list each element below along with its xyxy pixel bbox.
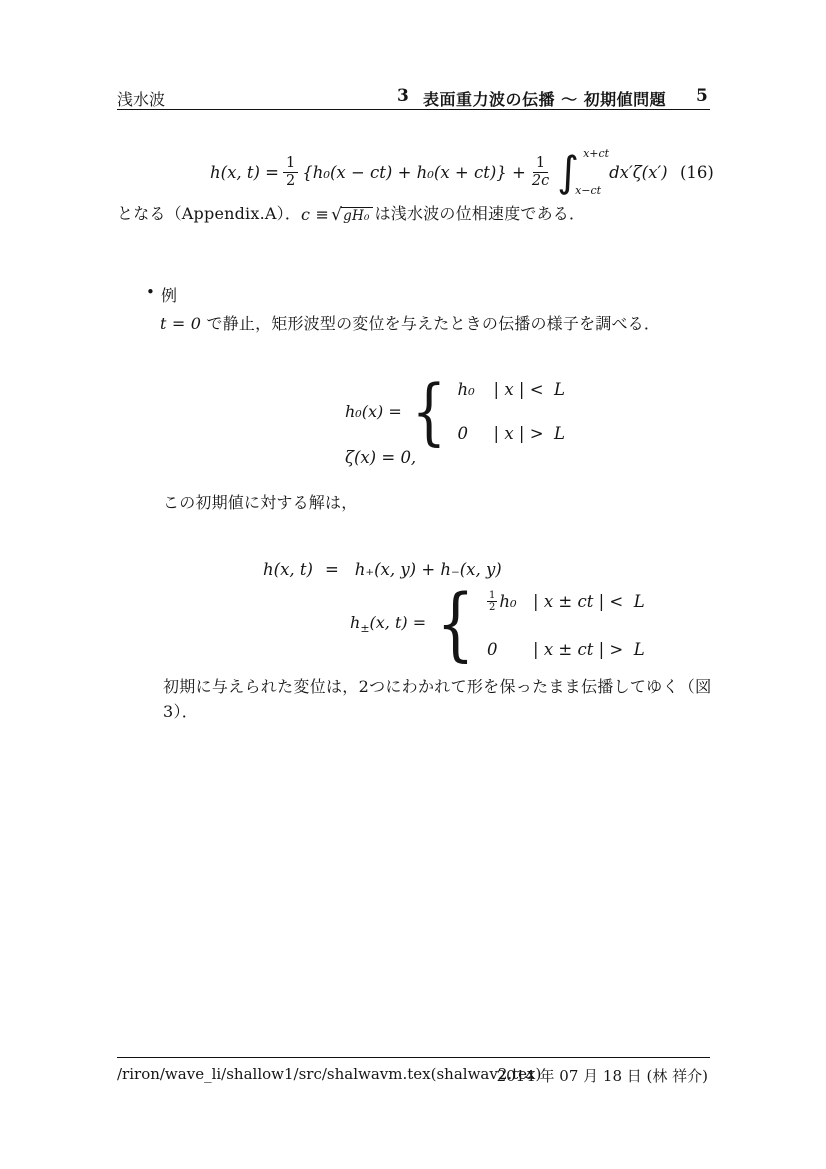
eq16-integrand: dx′ζ(x′) bbox=[609, 162, 668, 182]
case-condition: | x ± ct | > L bbox=[533, 639, 645, 659]
fraction-numerator: 1 bbox=[489, 589, 496, 601]
eq16-lhs: h(x, t) = bbox=[210, 162, 279, 182]
paragraph-text: となる（Appendix.A）． bbox=[117, 204, 302, 223]
fraction-numerator: 1 bbox=[533, 155, 548, 173]
initial-condition-equation bbox=[345, 369, 565, 453]
sqrt-radicand: gH₀ bbox=[341, 207, 372, 224]
eq16-braced-terms: {h₀(x − ct) + h₀(x + ct)} + bbox=[302, 162, 526, 182]
solution-intro: この初期値に対する解は， bbox=[163, 493, 358, 512]
page-number: 5 bbox=[696, 86, 708, 106]
cases-lhs-args: (x, t) = bbox=[369, 612, 427, 632]
fraction-numerator: 1 bbox=[283, 155, 298, 173]
running-header-title: 浅水波 bbox=[117, 90, 166, 109]
closing-line-2: 3）． bbox=[163, 702, 199, 721]
footer-rule bbox=[117, 1057, 710, 1058]
plus-minus-subscript: ± bbox=[360, 622, 370, 636]
example-math: t = 0 bbox=[160, 314, 202, 333]
integral-upper-limit: x+ct bbox=[583, 147, 610, 160]
case-value: 0 bbox=[487, 639, 498, 659]
case-row bbox=[458, 424, 565, 443]
fraction-denominator: 2 bbox=[286, 172, 296, 189]
case-condition: | x | < L bbox=[493, 379, 565, 399]
case-condition: | x ± ct | < L bbox=[533, 591, 645, 611]
case-value-symbol: h₀ bbox=[499, 591, 517, 611]
example-description bbox=[160, 311, 660, 334]
case-value: 0 bbox=[457, 423, 469, 443]
paragraph-appendix bbox=[117, 201, 585, 224]
paragraph-text: は浅水波の位相速度である． bbox=[374, 204, 586, 223]
small-fraction bbox=[487, 590, 497, 613]
fraction-one-over-2c bbox=[530, 155, 551, 189]
footer-date: 2014 年 07 月 18 日 (林 祥介) bbox=[496, 1067, 708, 1085]
h-base: h bbox=[350, 612, 361, 632]
integral-sign-icon: ∫ bbox=[557, 147, 580, 196]
example-label: 例 bbox=[161, 286, 178, 305]
cases-rows bbox=[487, 590, 645, 659]
eq16-integral bbox=[557, 146, 610, 198]
closing-line-1: 初期に与えられた変位は，2つにわかれて形を保ったまま伝播してゆく（図 bbox=[163, 677, 712, 696]
phase-speed-definition: c ≡ bbox=[301, 205, 330, 224]
fraction-denominator: 2 bbox=[489, 601, 496, 613]
fraction-denominator: 2c bbox=[531, 172, 550, 189]
integral-lower-limit: x−ct bbox=[575, 184, 602, 197]
closing-paragraph bbox=[163, 674, 715, 724]
solution-rhs: h₊(x, y) + h₋(x, y) bbox=[354, 560, 502, 579]
cases-brace-icon: { bbox=[411, 369, 446, 453]
cases-lhs: h₀(x) = bbox=[345, 401, 402, 421]
case-row bbox=[458, 380, 565, 399]
case-row bbox=[487, 590, 645, 613]
bullet-icon: • bbox=[146, 283, 155, 301]
sqrt-expression bbox=[331, 207, 372, 224]
example-text: で静止，矩形波型の変位を与えたときの伝播の様子を調べる． bbox=[201, 314, 661, 333]
cases-brace-icon: { bbox=[436, 577, 475, 670]
case-row bbox=[487, 640, 645, 659]
case-condition: | x | > L bbox=[493, 423, 565, 443]
fraction-one-half bbox=[283, 155, 298, 189]
integral-limits bbox=[575, 147, 610, 197]
section-number: 3 bbox=[397, 86, 409, 106]
header-rule bbox=[117, 109, 710, 110]
footer-path: /riron/wave_li/shallow1/src/shalwavm.tex(shalwav2.tex) bbox=[117, 1065, 542, 1083]
section-title: 表面重力波の伝播 ～ 初期値問題 bbox=[423, 90, 667, 109]
equation-number: (16) bbox=[680, 163, 714, 182]
equation-16 bbox=[210, 146, 668, 198]
zeta-equation: ζ(x) = 0, bbox=[345, 448, 417, 467]
case-value: h₀ bbox=[457, 379, 475, 399]
cases-rows bbox=[458, 380, 565, 443]
equals-sign: = bbox=[324, 560, 339, 579]
case-value bbox=[487, 590, 533, 613]
solution-line-2 bbox=[350, 577, 645, 670]
solution-lhs: h(x, t) bbox=[263, 560, 313, 579]
cases-lhs bbox=[350, 613, 426, 635]
radical-sign-icon: √ bbox=[331, 205, 343, 225]
